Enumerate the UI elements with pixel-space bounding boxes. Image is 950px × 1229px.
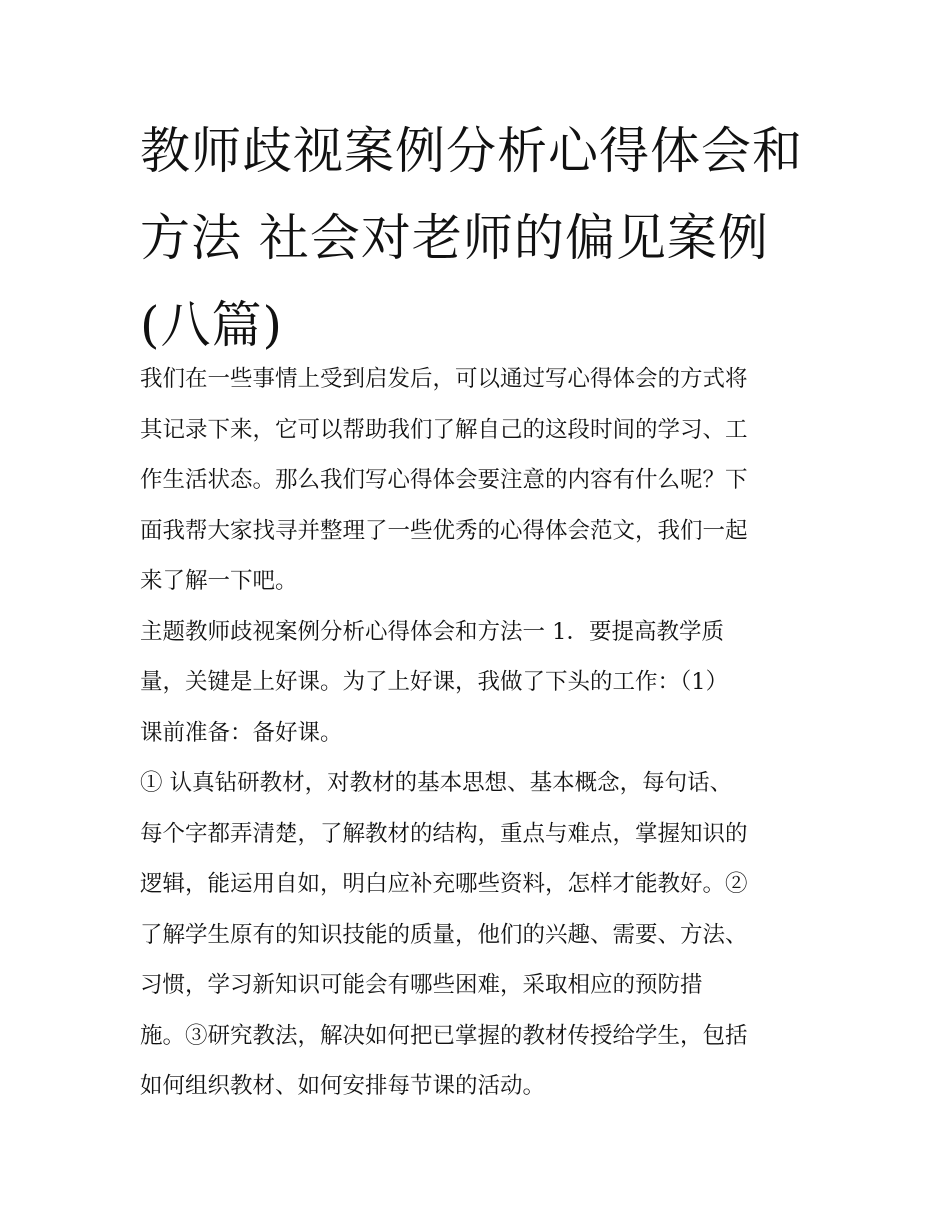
text-line: 每个字都弄清楚，了解教材的结构，重点与难点，掌握知识的 [140,820,748,847]
title-line: 教师歧视案例分析心得体会和 [140,122,803,180]
text-line: 习惯，学习新知识可能会有哪些困难，采取相应的预防措 [140,972,703,998]
text-line: 其记录下来，它可以帮助我们了解自己的这段时间的学习、工 [140,416,748,443]
intro-paragraph [140,354,830,607]
text-line: 作生活状态。那么我们写心得体会要注意的内容有什么呢？下 [140,467,748,493]
text-line: 量，关键是上好课。为了上好课，我做了下头的工作：（1） [140,669,729,695]
text-line: 课前准备：备好课。 [140,719,343,746]
text-line: 施。③研究教法，解决如何把已掌握的教材传授给学生，包括 [140,1022,748,1049]
title-line: (八篇) [140,296,284,354]
method-paragraph [140,758,830,1112]
document-body [140,354,830,1112]
text-line: 逻辑，能运用自如，明白应补充哪些资料，怎样才能教好。② [140,871,748,897]
theme-paragraph [140,607,830,759]
text-line: 我们在一些事情上受到启发后，可以通过写心得体会的方式将 [140,366,748,392]
text-line: 如何组织教材、如何安排每节课的活动。 [140,1073,546,1099]
text-line: 来了解一下吧。 [140,568,298,594]
text-line: 了解学生原有的知识技能的质量，他们的兴趣、需要、方法、 [140,921,748,948]
document-title [140,108,820,369]
text-line: 面我帮大家找寻并整理了一些优秀的心得体会范文，我们一起 [140,517,748,544]
text-line: 主题教师歧视案例分析心得体会和方法一 1．要提高教学质 [140,618,724,645]
text-line: ① 认真钻研教材，对教材的基本思想、基本概念，每句话、 [140,770,733,796]
title-line: 方法 社会对老师的偏见案例 [140,209,769,267]
